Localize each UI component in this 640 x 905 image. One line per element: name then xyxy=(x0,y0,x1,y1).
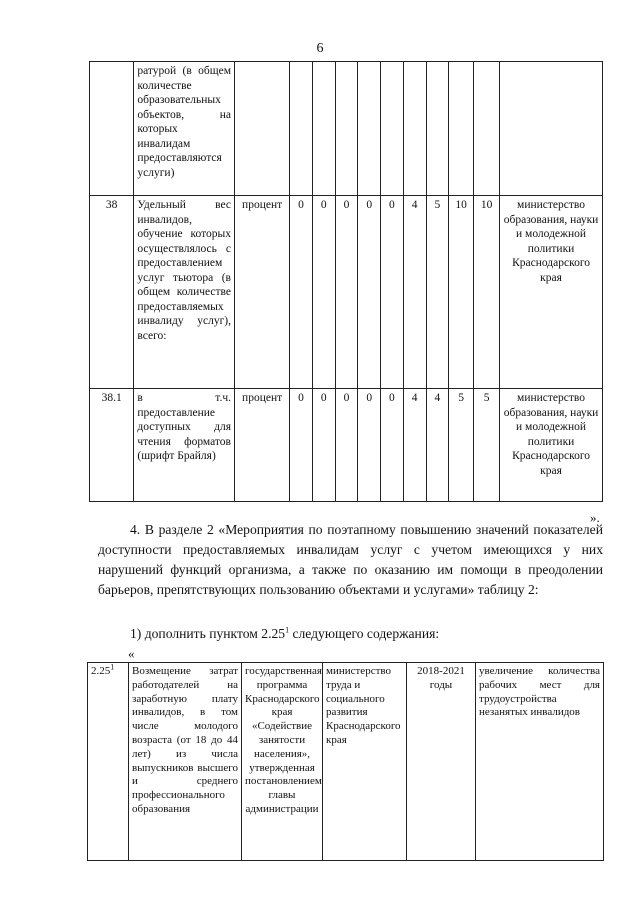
measure-name: Возмещение затрат работодателей на заработную плату инвалидов, в том числе молодого возраста (от 18 до 44 лет) из числа выпускников высшего и среднего профессионального образования xyxy=(129,663,242,861)
page-number: 6 xyxy=(316,41,324,56)
indicator-name: Удельный вес инвалидов, обучение которых осуществлялось с предоставлением услуг тьютора (в общем количестве предоставляемых инвалиду услуг), всего: xyxy=(134,196,235,389)
value-cell: 0 xyxy=(290,389,313,502)
indicators-table xyxy=(89,61,603,502)
value-cell: 4 xyxy=(403,389,426,502)
measures-table xyxy=(87,662,604,861)
value-cell: 0 xyxy=(381,389,404,502)
paragraph-4: 4. В разделе 2 «Мероприятия по поэтапному повышению значений показателей доступности предоставляемых инвалидам услуг с учетом имеющихся у них нарушений функций организма, а также по оказанию им помощи в преодолении барьеров, препятствующих пользованию объектами и услугами» таблицу 2: xyxy=(98,522,603,597)
value-cell: 5 xyxy=(449,389,474,502)
value-cell: 0 xyxy=(290,196,313,389)
indicator-name: в т.ч. предоставление доступных для чтения форматов (шрифт Брайля) xyxy=(134,389,235,502)
table-row xyxy=(88,663,604,861)
closing-quote: ». xyxy=(590,510,600,525)
value-cell: 0 xyxy=(381,196,404,389)
value-cell: 0 xyxy=(312,389,335,502)
value-cell: 4 xyxy=(403,196,426,389)
table-row xyxy=(90,196,603,389)
value-cell: 0 xyxy=(312,196,335,389)
row-number: 38 xyxy=(90,196,134,389)
table-row xyxy=(90,389,603,502)
value-cell: 10 xyxy=(474,196,500,389)
unit: процент xyxy=(235,389,290,502)
expected-result: увеличение количества рабочих мест для трудоустройства незанятых инвалидов xyxy=(476,663,604,861)
responsible-org: министерство образования, науки и молодежной политики Краснодарского края xyxy=(500,389,603,502)
row-number: 2.25$^1$ xyxy=(88,663,129,861)
value-cell: 10 xyxy=(449,196,474,389)
table-row xyxy=(90,62,603,196)
period: 2018-2021 годы xyxy=(407,663,476,861)
basis: государственная программа Краснодарского края «Содействие занятости населения», утвержденная постановлением главы администрации xyxy=(242,663,323,861)
opening-quote: « xyxy=(128,646,135,661)
value-cell: 5 xyxy=(474,389,500,502)
row-number: 38.1 xyxy=(90,389,134,502)
responsible-org: министерство образования, науки и молодежной политики Краснодарского края xyxy=(500,196,603,389)
indicator-name: ратурой (в общем количестве образовательных объектов, на которых инвалидам предоставляются услуги) xyxy=(134,62,235,196)
paragraph-1: 1) дополнить пунктом 2.25$^1$ следующего содержания: xyxy=(130,625,440,641)
value-cell: 0 xyxy=(358,196,381,389)
value-cell: 0 xyxy=(335,196,358,389)
value-cell: 0 xyxy=(335,389,358,502)
value-cell: 5 xyxy=(426,196,449,389)
executor: министерство труда и социального развития Краснодарского края xyxy=(323,663,407,861)
value-cell: 0 xyxy=(358,389,381,502)
unit: процент xyxy=(235,196,290,389)
value-cell: 4 xyxy=(426,389,449,502)
